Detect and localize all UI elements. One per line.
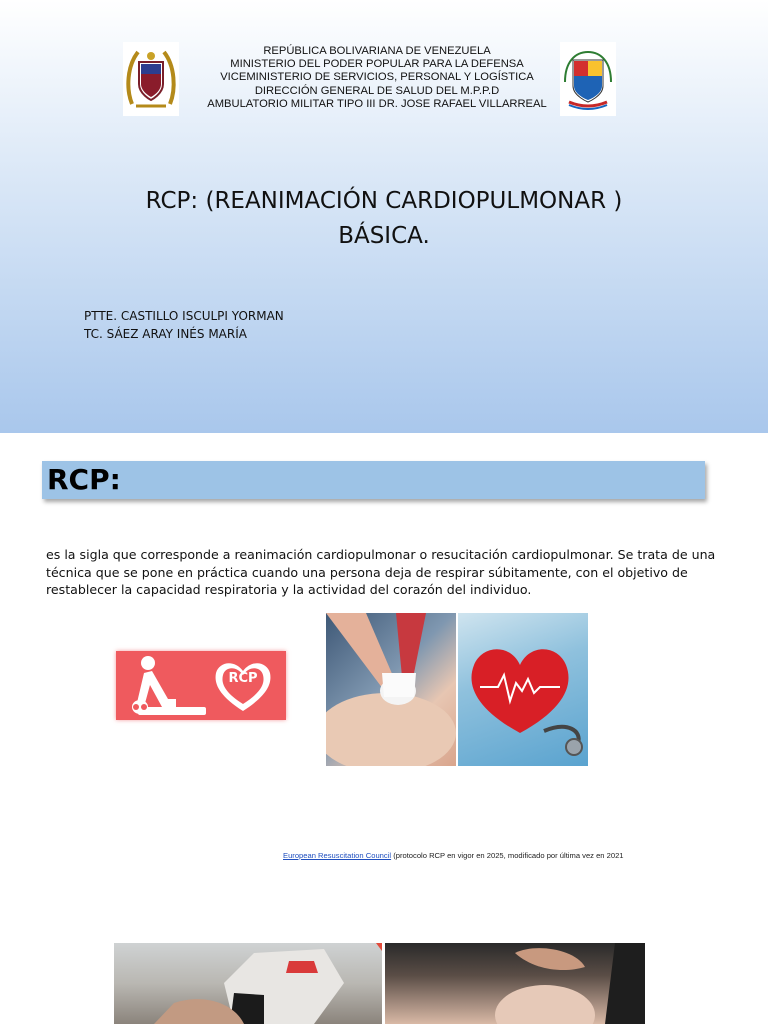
military-crest-icon [123,42,179,116]
cpr-hands-photo [326,613,456,766]
citation-link[interactable]: European Resuscitation Council [283,851,392,860]
author-name: TC. SÁEZ ARAY INÉS MARÍA [84,327,247,341]
cpr-training-photo-left [114,943,382,1024]
header-line: VICEMINISTERIO DE SERVICIOS, PERSONAL Y LOGÍSTICA [220,71,534,84]
rcp-logo [116,651,286,720]
definition-paragraph: es la sigla que corresponde a reanimación cardiopulmonar o resucitación cardiopulmonar. Se trata de una técnica que se pone en práctica cuando una persona deja de respirar súbitamente, con el objetivo de restablecer la capacidad respiratoria y la actividad del corazón del individuo. [46,547,716,598]
presentation-title [84,184,684,254]
cpr-training-photo-right [385,943,645,1024]
author-name: PTTE. CASTILLO ISCULPI YORMAN [84,309,284,323]
title-line: BÁSICA. [338,223,430,249]
header-line: AMBULATORIO MILITAR TIPO III DR. JOSE RAFAEL VILLARREAL [207,97,547,110]
heart-stethoscope-photo [458,613,588,766]
header-line: DIRECCIÓN GENERAL DE SALUD DEL M.P.P.D [254,84,500,97]
header-line: MINISTERIO DEL PODER POPULAR PARA LA DEFENSA [230,58,524,71]
title-line: RCP: (REANIMACIÓN CARDIOPULMONAR ) [145,188,623,214]
citation-line [283,851,624,861]
institution-header [190,45,564,111]
header-line: REPÚBLICA BOLIVARIANA DE VENEZUELA [263,45,491,57]
section-heading-box [42,461,705,499]
content-slide [0,433,768,1024]
section-heading: RCP: [47,463,121,496]
citation-text: (protocolo RCP en vigor en 2025, modificado por última vez en 2021 [391,851,624,860]
rcp-logo-label: RCP [228,671,258,686]
authors-block [84,307,284,343]
venezuela-coat-of-arms-icon [560,42,616,116]
title-slide [0,0,768,433]
